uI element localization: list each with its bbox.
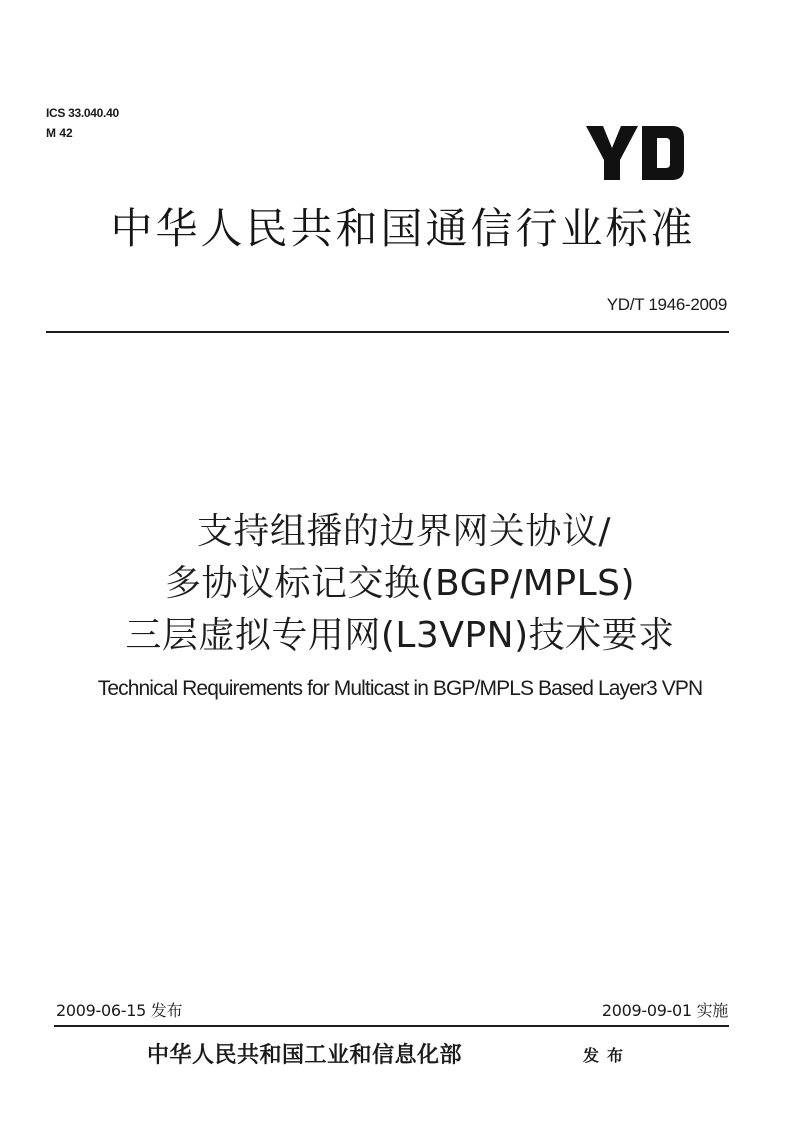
yd-logo-d <box>642 126 684 180</box>
header-divider <box>46 331 729 333</box>
standard-number: YD/T 1946-2009 <box>606 295 727 314</box>
standard-category-title: 中华人民共和国通信行业标准 <box>110 204 696 253</box>
cn-title-line-1: 支持组播的边界网关协议/ <box>196 511 612 552</box>
publisher: 中华人民共和国工业和信息化部 <box>147 1042 463 1068</box>
cn-title-line-3: 三层虚拟专用网(L3VPN)技术要求 <box>125 615 675 656</box>
ics-code: ICS 33.040.40 <box>46 106 119 120</box>
cn-title-line-2: 多协议标记交换(BGP/MPLS) <box>164 563 636 604</box>
implementation-date: 2009-09-01 实施 <box>601 1001 728 1020</box>
publish-label: 发布 <box>583 1046 632 1065</box>
yd-logo-y <box>586 126 638 180</box>
footer-divider <box>54 1025 729 1027</box>
yd-logo <box>586 120 686 186</box>
ccs-code: M 42 <box>46 126 73 140</box>
issue-date: 2009-06-15 发布 <box>56 1001 183 1020</box>
en-title: Technical Requirements for Multicast in BGP/MPLS Based Layer3 VPN <box>97 677 703 700</box>
